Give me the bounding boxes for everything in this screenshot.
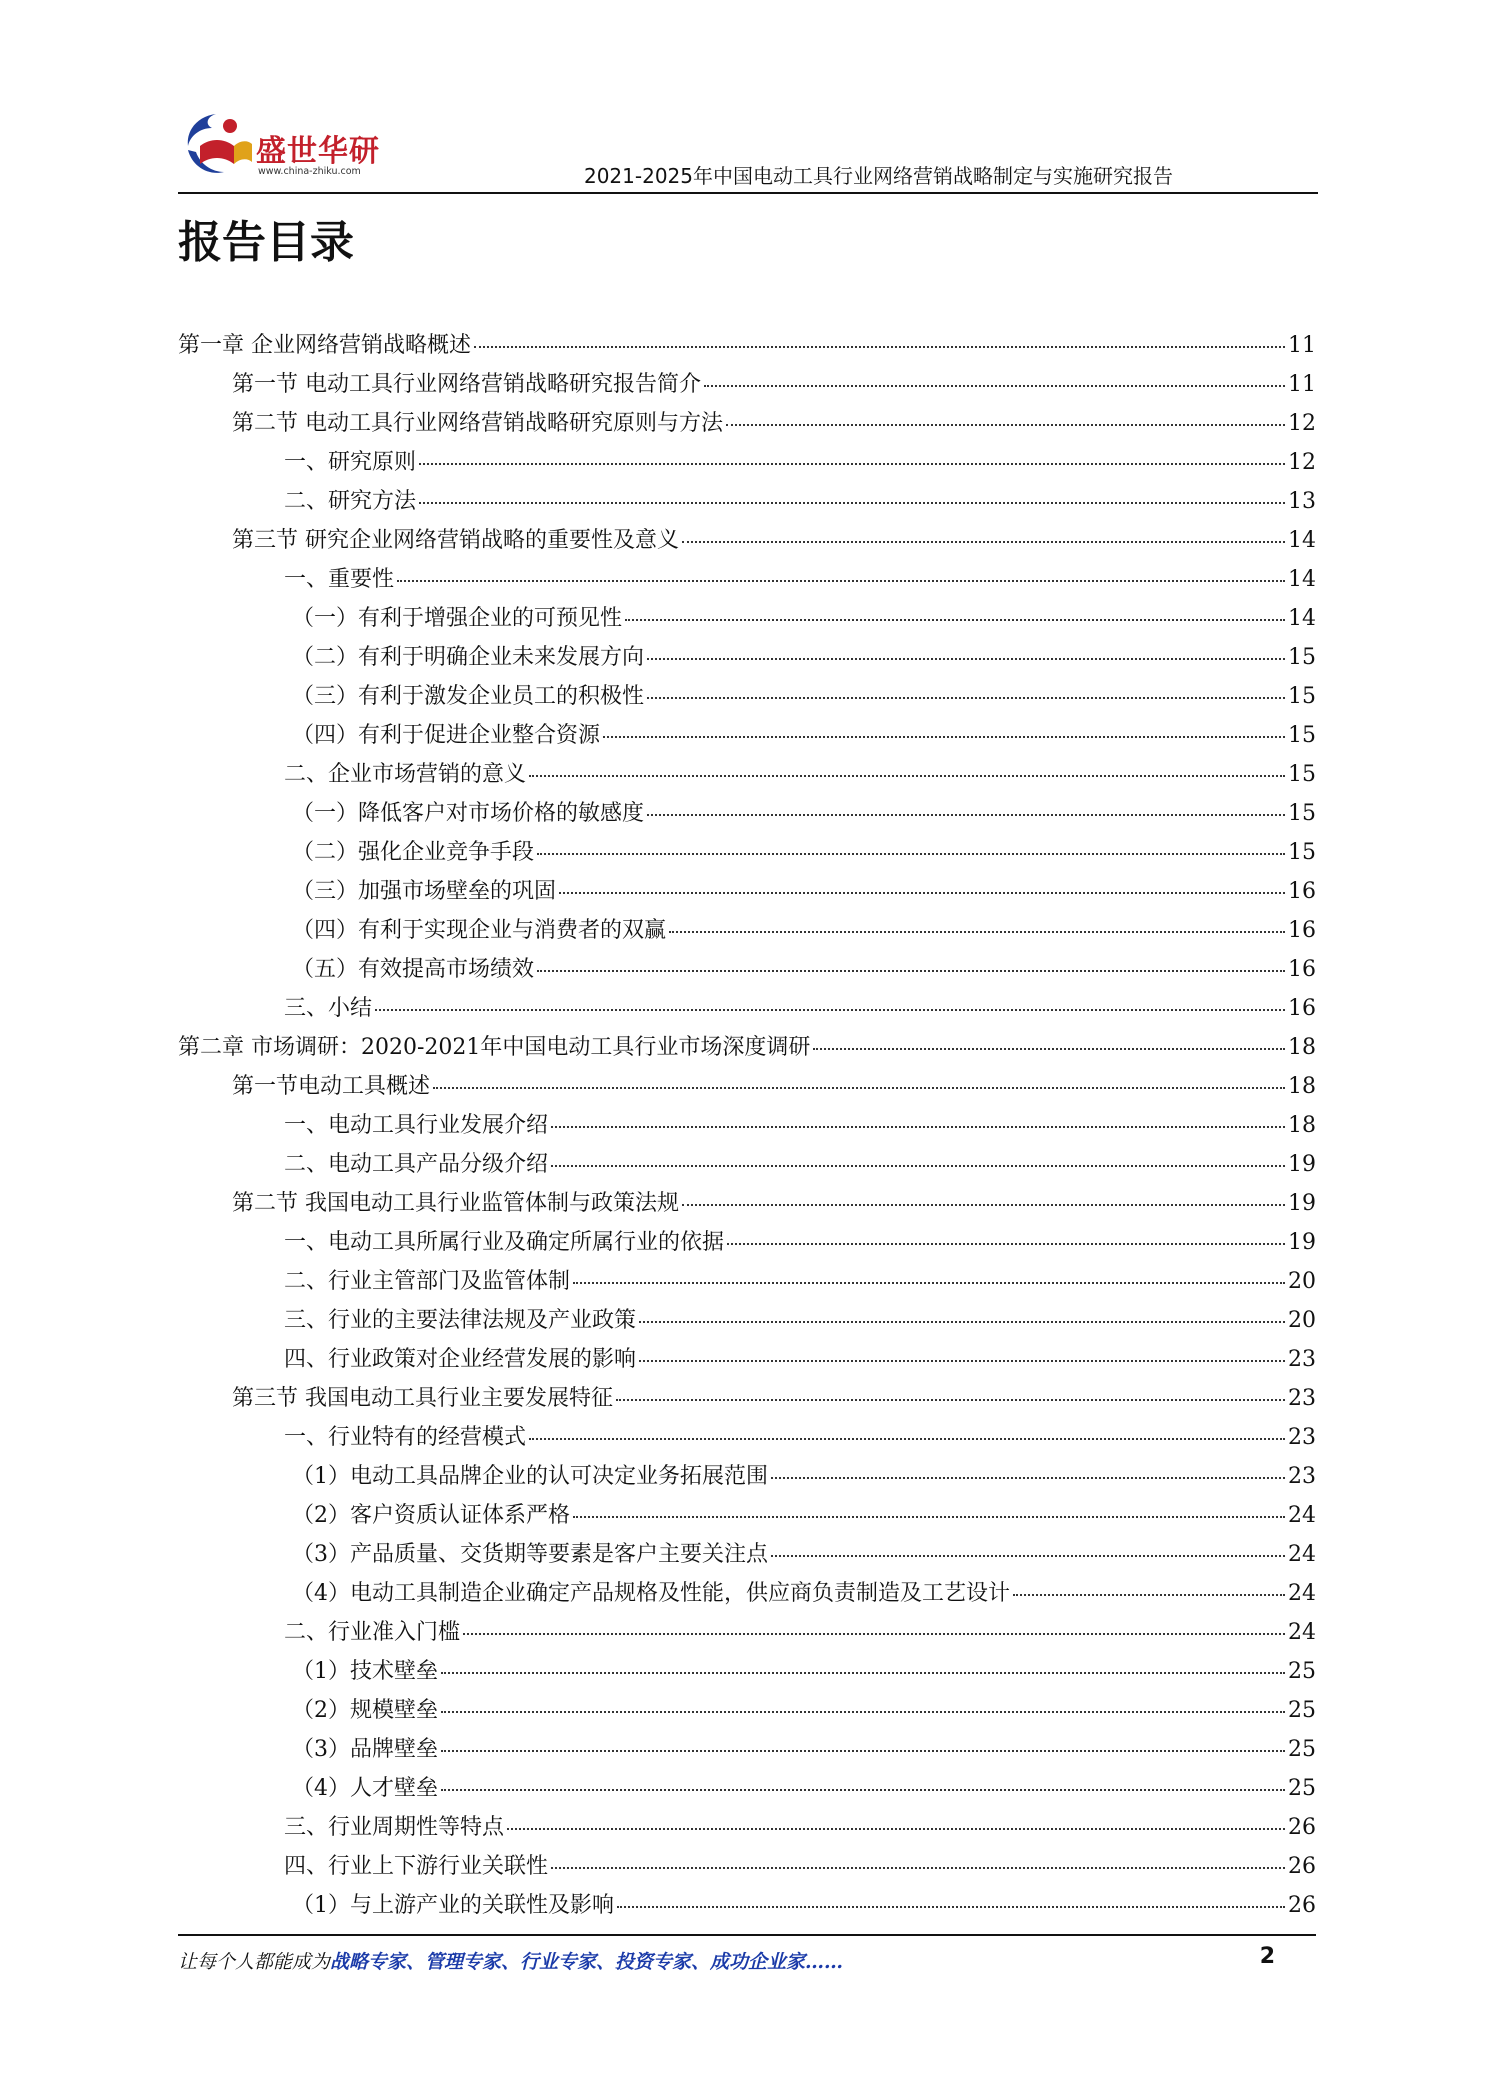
- toc-entry-page: 15: [1288, 723, 1316, 748]
- toc-entry-title: （一）降低客户对市场价格的敏感度: [292, 801, 645, 826]
- toc-dot-leader: [1013, 1594, 1285, 1596]
- toc-entry-page: 15: [1288, 840, 1316, 865]
- toc-dot-leader: [559, 892, 1285, 894]
- toc-entry[interactable]: [178, 1574, 1316, 1613]
- toc-entry-title: （2）规模壁垒: [292, 1698, 438, 1723]
- footer-divider: [178, 1934, 1316, 1936]
- toc-entry-page: 11: [1288, 333, 1316, 358]
- toc-entry-title: 三、小结: [284, 996, 373, 1021]
- toc-entry[interactable]: [178, 1808, 1316, 1847]
- toc-entry-page: 13: [1288, 489, 1316, 514]
- toc-entry-page: 11: [1288, 372, 1316, 397]
- toc-entry-title: （四）有利于促进企业整合资源: [292, 723, 601, 748]
- toc-entry-page: 18: [1288, 1074, 1316, 1099]
- toc-entry[interactable]: [178, 1886, 1316, 1925]
- toc-entry[interactable]: [178, 326, 1316, 365]
- toc-entry-title: 三、行业周期性等特点: [284, 1815, 505, 1840]
- toc-dot-leader: [441, 1750, 1285, 1752]
- toc-entry-title: 二、行业主管部门及监管体制: [284, 1269, 571, 1294]
- toc-entry[interactable]: [178, 443, 1316, 482]
- toc-entry-title: 第二章 市场调研：2020-2021年中国电动工具行业市场深度调研: [178, 1035, 811, 1060]
- toc-entry-title: 四、行业政策对企业经营发展的影响: [284, 1347, 637, 1372]
- toc-entry-page: 16: [1288, 879, 1316, 904]
- toc-entry-page: 15: [1288, 684, 1316, 709]
- toc-entry-page: 24: [1288, 1542, 1316, 1567]
- toc-entry-page: 25: [1288, 1776, 1316, 1801]
- toc-dot-leader: [669, 931, 1285, 933]
- toc-entry-title: 二、企业市场营销的意义: [284, 762, 527, 787]
- logo-name: 盛世华研: [256, 134, 380, 169]
- toc-entry-page: 12: [1288, 450, 1316, 475]
- toc-entry-title: 第一节电动工具概述: [232, 1074, 431, 1099]
- toc-entry[interactable]: [178, 1067, 1316, 1106]
- toc-entry[interactable]: [178, 1184, 1316, 1223]
- toc-dot-leader: [603, 736, 1285, 738]
- toc-dot-leader: [441, 1789, 1285, 1791]
- toc-entry-page: 15: [1288, 645, 1316, 670]
- toc-entry-page: 19: [1288, 1152, 1316, 1177]
- toc-entry-title: 一、电动工具行业发展介绍: [284, 1113, 549, 1138]
- toc-dot-leader: [682, 1204, 1285, 1206]
- toc-entry[interactable]: [178, 521, 1316, 560]
- toc-entry[interactable]: [178, 716, 1316, 755]
- toc-dot-leader: [537, 970, 1285, 972]
- toc-dot-leader: [433, 1087, 1285, 1089]
- toc-entry-page: 23: [1288, 1425, 1316, 1450]
- toc-dot-leader: [463, 1633, 1285, 1635]
- toc-entry-page: 14: [1288, 606, 1316, 631]
- toc-entry-page: 16: [1288, 918, 1316, 943]
- toc-entry-page: 25: [1288, 1737, 1316, 1762]
- toc-entry-page: 26: [1288, 1854, 1316, 1879]
- toc-dot-leader: [573, 1282, 1285, 1284]
- toc-entry[interactable]: [178, 911, 1316, 950]
- report-title: 2021-2025年中国电动工具行业网络营销战略制定与实施研究报告: [583, 164, 1173, 188]
- toc-entry-title: 四、行业上下游行业关联性: [284, 1854, 549, 1879]
- toc-entry-title: （4）人才壁垒: [292, 1776, 438, 1801]
- toc-dot-leader: [647, 697, 1285, 699]
- toc-entry[interactable]: [178, 677, 1316, 716]
- toc-dot-leader: [529, 1438, 1285, 1440]
- toc-entry-title: （二）强化企业竞争手段: [292, 840, 535, 865]
- toc-entry-title: 第二节 电动工具行业网络营销战略研究原则与方法: [232, 411, 723, 436]
- toc-entry-title: 第三节 我国电动工具行业主要发展特征: [232, 1386, 613, 1411]
- toc-entry-page: 25: [1288, 1659, 1316, 1684]
- toc-dot-leader: [551, 1126, 1285, 1128]
- toc-entry[interactable]: [178, 794, 1316, 833]
- toc-entry-page: 25: [1288, 1698, 1316, 1723]
- toc-entry[interactable]: [178, 1847, 1316, 1886]
- toc-entry-title: 三、行业的主要法律法规及产业政策: [284, 1308, 637, 1333]
- toc-dot-leader: [639, 1321, 1285, 1323]
- toc-entry[interactable]: [178, 1457, 1316, 1496]
- toc-entry-page: 23: [1288, 1347, 1316, 1372]
- toc-entry[interactable]: [178, 1535, 1316, 1574]
- toc-entry-page: 12: [1288, 411, 1316, 436]
- toc-entry[interactable]: [178, 950, 1316, 989]
- toc-entry-title: 第三节 研究企业网络营销战略的重要性及意义: [232, 528, 679, 553]
- toc-dot-leader: [419, 502, 1285, 504]
- toc-entry-page: 15: [1288, 762, 1316, 787]
- toc-entry[interactable]: [178, 1730, 1316, 1769]
- toc-entry-title: （二）有利于明确企业未来发展方向: [292, 645, 645, 670]
- toc-entry-page: 20: [1288, 1308, 1316, 1333]
- toc-entry[interactable]: [178, 365, 1316, 404]
- toc-entry[interactable]: [178, 1379, 1316, 1418]
- toc-entry-title: （1）电动工具品牌企业的认可决定业务拓展范围: [292, 1464, 768, 1489]
- toc-dot-leader: [625, 619, 1285, 621]
- toc-entry[interactable]: [178, 1496, 1316, 1535]
- table-of-contents: [178, 326, 1316, 1925]
- toc-entry-title: 一、研究原则: [284, 450, 417, 475]
- toc-entry-title: （1）技术壁垒: [292, 1659, 438, 1684]
- toc-entry-title: （3）产品质量、交货期等要素是客户主要关注点: [292, 1542, 768, 1567]
- toc-entry[interactable]: [178, 833, 1316, 872]
- toc-dot-leader: [771, 1477, 1285, 1479]
- toc-entry-page: 16: [1288, 996, 1316, 1021]
- toc-entry[interactable]: [178, 1691, 1316, 1730]
- toc-entry-page: 26: [1288, 1893, 1316, 1918]
- toc-dot-leader: [441, 1711, 1285, 1713]
- toc-entry-page: 24: [1288, 1503, 1316, 1528]
- logo-emblem-icon: [178, 106, 256, 184]
- toc-entry-title: （3）品牌壁垒: [292, 1737, 438, 1762]
- footer-slogan: [178, 1947, 843, 1974]
- header-divider: [178, 192, 1318, 194]
- toc-entry-title: 一、重要性: [284, 567, 395, 592]
- toc-entry-title: 一、电动工具所属行业及确定所属行业的依据: [284, 1230, 725, 1255]
- toc-entry-title: 第一节 电动工具行业网络营销战略研究报告简介: [232, 372, 701, 397]
- toc-entry[interactable]: [178, 599, 1316, 638]
- footer-slogan-prefix: 让每个人都能成为: [178, 1951, 331, 1973]
- toc-entry[interactable]: [178, 1028, 1316, 1067]
- toc-dot-leader: [397, 580, 1285, 582]
- toc-dot-leader: [813, 1048, 1285, 1050]
- toc-dot-leader: [419, 463, 1285, 465]
- toc-entry-page: 16: [1288, 957, 1316, 982]
- toc-entry-title: （三）加强市场壁垒的巩固: [292, 879, 557, 904]
- toc-dot-leader: [639, 1360, 1285, 1362]
- toc-entry-page: 26: [1288, 1815, 1316, 1840]
- toc-entry-title: （1）与上游产业的关联性及影响: [292, 1893, 614, 1918]
- toc-entry-page: 14: [1288, 528, 1316, 553]
- toc-entry[interactable]: [178, 638, 1316, 677]
- toc-entry[interactable]: [178, 1418, 1316, 1457]
- page-title: 报告目录: [178, 217, 354, 268]
- page-number: 2: [1259, 1944, 1275, 1969]
- toc-entry[interactable]: [178, 1223, 1316, 1262]
- toc-entry-title: 一、行业特有的经营模式: [284, 1425, 527, 1450]
- toc-entry[interactable]: [178, 872, 1316, 911]
- toc-dot-leader: [616, 1399, 1285, 1401]
- toc-entry-title: （2）客户资质认证体系严格: [292, 1503, 570, 1528]
- company-logo: [178, 106, 408, 188]
- toc-entry-title: （五）有效提高市场绩效: [292, 957, 535, 982]
- toc-entry-page: 23: [1288, 1386, 1316, 1411]
- toc-entry-title: 第一章 企业网络营销战略概述: [178, 333, 471, 358]
- toc-entry[interactable]: [178, 1262, 1316, 1301]
- toc-entry-page: 24: [1288, 1620, 1316, 1645]
- toc-entry-title: 二、电动工具产品分级介绍: [284, 1152, 549, 1177]
- toc-entry-page: 19: [1288, 1191, 1316, 1216]
- toc-dot-leader: [647, 658, 1285, 660]
- toc-entry[interactable]: [178, 1145, 1316, 1184]
- toc-entry-title: （一）有利于增强企业的可预见性: [292, 606, 623, 631]
- toc-entry-page: 15: [1288, 801, 1316, 826]
- toc-dot-leader: [441, 1672, 1285, 1674]
- toc-entry-page: 24: [1288, 1581, 1316, 1606]
- toc-entry-title: 二、行业准入门槛: [284, 1620, 461, 1645]
- toc-dot-leader: [474, 346, 1285, 348]
- toc-entry[interactable]: [178, 404, 1316, 443]
- toc-entry-title: 第二节 我国电动工具行业监管体制与政策法规: [232, 1191, 679, 1216]
- toc-entry[interactable]: [178, 1301, 1316, 1340]
- toc-entry[interactable]: [178, 1106, 1316, 1145]
- toc-entry[interactable]: [178, 1769, 1316, 1808]
- footer-slogan-highlight: 战略专家、管理专家、行业专家、投资专家、成功企业家……: [330, 1951, 844, 1973]
- toc-entry-title: （四）有利于实现企业与消费者的双赢: [292, 918, 667, 943]
- toc-entry-page: 19: [1288, 1230, 1316, 1255]
- toc-entry[interactable]: [178, 755, 1316, 794]
- toc-entry-title: 二、研究方法: [284, 489, 417, 514]
- toc-dot-leader: [551, 1165, 1285, 1167]
- toc-entry[interactable]: [178, 989, 1316, 1028]
- toc-dot-leader: [682, 541, 1285, 543]
- toc-entry[interactable]: [178, 482, 1316, 521]
- toc-entry-page: 20: [1288, 1269, 1316, 1294]
- toc-dot-leader: [647, 814, 1285, 816]
- toc-entry[interactable]: [178, 560, 1316, 599]
- toc-entry-page: 23: [1288, 1464, 1316, 1489]
- toc-entry-title: （4）电动工具制造企业确定产品规格及性能，供应商负责制造及工艺设计: [292, 1581, 1010, 1606]
- toc-dot-leader: [507, 1828, 1285, 1830]
- toc-dot-leader: [771, 1555, 1285, 1557]
- toc-dot-leader: [375, 1009, 1285, 1011]
- toc-entry-page: 18: [1288, 1113, 1316, 1138]
- toc-dot-leader: [727, 1243, 1285, 1245]
- toc-dot-leader: [704, 385, 1285, 387]
- toc-dot-leader: [551, 1867, 1285, 1869]
- toc-entry[interactable]: [178, 1652, 1316, 1691]
- toc-dot-leader: [529, 775, 1285, 777]
- logo-url: www.china-zhiku.com: [258, 166, 361, 177]
- toc-entry-page: 18: [1288, 1035, 1316, 1060]
- toc-entry-title: （三）有利于激发企业员工的积极性: [292, 684, 645, 709]
- toc-dot-leader: [573, 1516, 1285, 1518]
- toc-entry-page: 14: [1288, 567, 1316, 592]
- toc-dot-leader: [617, 1906, 1285, 1908]
- toc-entry[interactable]: [178, 1613, 1316, 1652]
- toc-dot-leader: [726, 424, 1285, 426]
- toc-dot-leader: [537, 853, 1285, 855]
- toc-entry[interactable]: [178, 1340, 1316, 1379]
